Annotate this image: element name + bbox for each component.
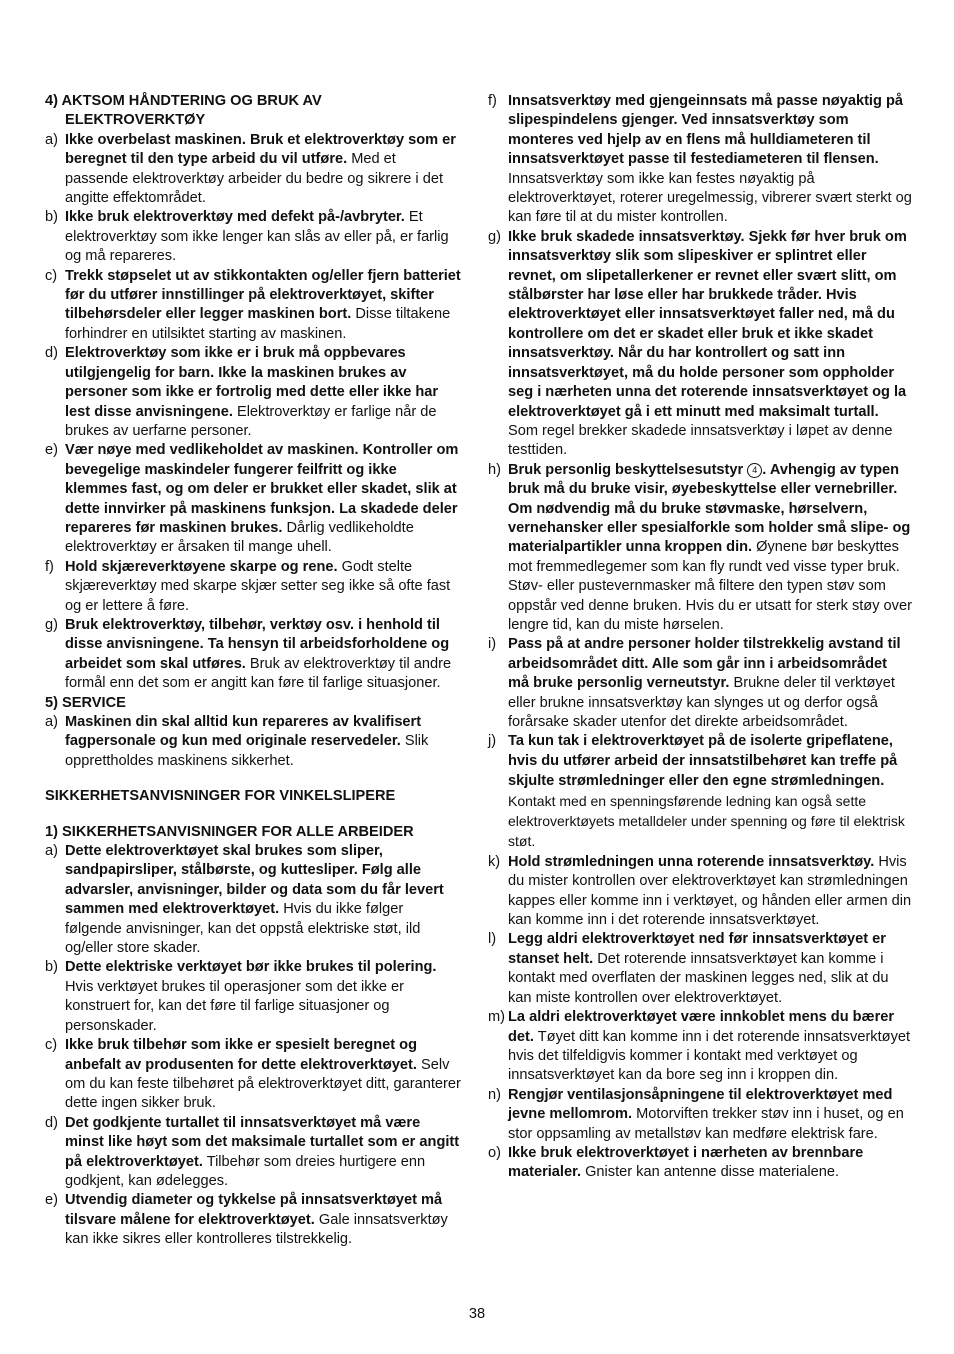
- item-label: a): [45, 714, 58, 730]
- item-normal-text: Hvis du mister kontrollen over elektroverktøyet kan strømledningen kappes eller komme inn i verktøyet, og hånden eller armen din kan komme inn i det roterende innsatsverktøyet.: [508, 853, 912, 929]
- item-text: [65, 1036, 463, 1114]
- item-label: i): [488, 636, 497, 653]
- item-label: d): [45, 345, 58, 362]
- item-bold-text: Innsatsverktøy med gjengeinnsats må passe nøyaktig på slipespindelens gjenger. Ved innsatsverktøy som monteres ved hjelp av en flens må hulldiameteren til innsatsverktøyet passe til festediameteren til flensen.: [508, 93, 903, 168]
- item-label: e): [45, 442, 58, 459]
- section-4-list: [45, 131, 463, 694]
- list-item: [45, 1114, 463, 1192]
- item-bold-text: Ikke overbelast maskinen. Bruk et elektroverktøy som er beregnet til den type arbeid du vil utføre.: [65, 131, 456, 168]
- item-label: l): [488, 931, 497, 948]
- item-normal-text: Hvis verktøyet brukes til operasjoner som det ikke er konstruert for, kan det føre til farlige situasjoner og personskader.: [65, 978, 405, 1034]
- section-1-list: [45, 842, 463, 1250]
- section-5-list: [45, 713, 463, 771]
- item-bold-text: Ikke bruk tilbehør som ikke er spesielt beregnet og anbefalt av produsenten for dette elektroverktøyet.: [65, 1037, 417, 1073]
- item-label: f): [45, 558, 54, 575]
- item-text: [508, 461, 912, 636]
- item-label: c): [45, 267, 58, 284]
- item-bold-text: Elektroverktøy som ikke er i bruk må oppbevares utilgjengelig for barn. Ikke la maskinen brukes av personer som ikke er fortrolig med dette eller ikke har lest disse anvisningene.: [65, 345, 439, 420]
- list-item: [45, 1191, 463, 1249]
- section-1-heading: 1) SIKKERHETSANVISNINGER FOR ALLE ARBEIDER: [45, 823, 414, 840]
- safety-heading: SIKKERHETSANVISNINGER FOR VINKELSLIPERE: [45, 788, 396, 805]
- item-normal-text: Slik opprettholdes maskinens sikkerhet.: [65, 733, 429, 769]
- right-column: [488, 92, 912, 1183]
- figure-reference: 4: [747, 463, 762, 478]
- item-text: [65, 131, 463, 209]
- item-text: [65, 713, 463, 771]
- list-item: [488, 635, 912, 732]
- section-5-heading: 5) SERVICE: [45, 694, 126, 711]
- item-bold-text: Trekk støpselet ut av stikkontakten og/eller fjern batteriet før du utfører innstillinger på elektroverktøyet, skifter tilbehørsdeler eller legger maskinen bort.: [65, 267, 461, 323]
- item-normal-text: Øynene bør beskyttes mot fremmedlegemer som kan fly rundt ved visse typer bruk. Støv- eller pustevernmasker må filtere den typen støv som oppstår ved denne bruken. Hvis du er utsatt for sterk støy over lengre tid, kan du miste hørselen.: [508, 539, 912, 633]
- item-label: k): [488, 853, 501, 870]
- item-text: [508, 92, 912, 228]
- list-item: [488, 92, 912, 228]
- list-item: [45, 344, 463, 441]
- item-bold-text: Utvendig diameter og tykkelse på innsatsverktøyet må tilsvare målene for elektroverktøyet.: [65, 1192, 443, 1228]
- item-bold-text: Vær nøye med vedlikeholdet av maskinen. Kontroller om bevegelige maskindeler fungerer feilfritt og ikke klemmes fast, og om deler er brukket eller skadet, slik at dette innvirker på maskinens funksjon. La skadede deler repareres før maskinen brukes.: [65, 442, 459, 536]
- item-normal-text: Hvis du ikke følger følgende anvisninger, kan det oppstå elektriske støt, ild og/eller store skader.: [65, 901, 421, 957]
- item-text: [508, 1008, 912, 1086]
- item-normal-text: Et elektroverktøy som ikke lenger kan slås av eller på, er farlig og må repareres.: [65, 209, 449, 265]
- item-bold-text: Pass på at andre personer holder tilstrekkelig avstand til arbeidsområdet ditt. Alle som går inn i arbeidsområdet må bruke personlig verneutstyr.: [508, 636, 901, 692]
- item-text: [65, 441, 463, 557]
- list-item: [488, 732, 912, 852]
- item-bold-text: Det godkjente turtallet til innsatsverktøyet må være minst like høyt som det maksimale turtallet som er angitt på elektroverktøyet.: [65, 1114, 460, 1170]
- item-text: [65, 1191, 463, 1249]
- item-label: f): [488, 93, 497, 109]
- item-normal-text: Disse tiltakene forhindrer en utilsiktet starting av maskinen.: [65, 306, 451, 342]
- item-text: [508, 635, 912, 732]
- item-normal-text: Som regel brekker skadede innsatsverktøy i løpet av denne testtiden.: [508, 422, 893, 459]
- list-item: [45, 208, 463, 266]
- item-bold-text: Maskinen din skal alltid kun repareres av kvalifisert fagpersonale og kun med originale reservedeler.: [65, 714, 422, 750]
- item-text: [508, 732, 912, 852]
- item-bold-text: Ikke bruk skadede innsatsverktøy. Sjekk før hver bruk om innsatsverktøy slik som slipeskiver er splintret eller revnet, om slipetallerkener er revnet eller svært slitt, om stålbørster har løse eller har brukkede tråder. Hvis elektroverktøyet eller innsatsverktøyet faller ned, må du kontrollere om det er skadet eller bruk et ikke skadet innsatsverktøy. Når du har kontrollert og satt inn innsatsverktøyet, må du holde personer som oppholder seg i nærheten unna det roterende innsatsverktøyet og la elektroverktøyet gå i ett minutt med maksimalt turtall.: [508, 228, 907, 420]
- item-bold-text: Bruk elektroverktøy, tilbehør, verktøy osv. i henhold til disse anvisningene. Ta hensyn til arbeidsforholdene og arbeidet som skal utføres.: [65, 616, 450, 672]
- item-normal-text: Selv om du kan feste tilbehøret på elektroverktøyet ditt, garanterer dette ingen sikker bruk.: [65, 1056, 461, 1112]
- list-item: [45, 616, 463, 694]
- item-bold-text: Ta kun tak i elektroverktøyet på de isolerte gripeflatene, hvis du utfører arbeid der innsatstilbehøret kan treffe på skjulte strømledninger eller den egne strømledningen.: [508, 733, 898, 790]
- item-normal-text: Med et passende elektroverktøy arbeider du bedre og sikrere i det angitte effektområdet.: [65, 151, 444, 207]
- item-label: b): [45, 209, 58, 226]
- item-normal-text: Tilbehør som dreies hurtigere enn godkjent, kan ødelegges.: [65, 1153, 426, 1189]
- item-normal-text: Tøyet ditt kan komme inn i det roterende innsatsverktøyet hvis det tilfeldigvis kommer i kontakt med verktøyet og innsatsverktøyet kan da bore seg inn i kroppen din.: [508, 1028, 911, 1084]
- list-item: [488, 930, 912, 1008]
- list-item: [45, 131, 463, 209]
- item-normal-text: Kontakt med en spenningsførende ledning kan også sette elektroverktøyets metalldeler under spenning og føre til elektrisk støt.: [508, 792, 905, 850]
- item-text: [65, 344, 463, 441]
- left-column: [45, 92, 463, 1250]
- item-normal-text: Gnister kan antenne disse materialene.: [581, 1164, 840, 1181]
- item-text: [508, 853, 912, 931]
- list-item: [45, 713, 463, 771]
- item-label: d): [45, 1114, 58, 1131]
- item-normal-text: Bruk av elektroverktøy til andre formål enn det som er angitt kan føre til farlige situasjoner.: [65, 655, 452, 692]
- item-text: [508, 1144, 912, 1183]
- item-text: [508, 228, 912, 461]
- item-bold-text: Hold skjæreverktøyene skarpe og rene.: [65, 558, 338, 575]
- item-label: n): [488, 1086, 501, 1103]
- item-label: g): [488, 228, 501, 245]
- page-number: 38: [468, 1306, 486, 1322]
- list-item: [45, 441, 463, 557]
- item-normal-text: Innsatsverktøy som ikke kan festes nøyaktig på elektroverktøyet, roterer uregelmessig, vibrerer svært sterkt og kan føre til at du mister kontrollen.: [508, 170, 912, 226]
- list-item: [45, 558, 463, 616]
- section-4-heading: 4) AKTSOM HÅNDTERING OG BRUK AV ELEKTROVERKTØY: [45, 93, 322, 129]
- list-item: [45, 958, 463, 1036]
- item-bold-text: Rengjør ventilasjonsåpningene til elektroverktøyet med jevne mellomrom.: [508, 1086, 893, 1123]
- item-bold-text: Dette elektroverktøyet skal brukes som sliper, sandpapirsliper, stålbørste, og kuttesliper. Følg alle advarsler, anvisninger, bilder og data som du får levert sammen med elektroverktøyet.: [65, 843, 444, 918]
- item-text: [65, 558, 463, 616]
- list-item: [45, 1036, 463, 1114]
- item-bold-text: Ikke bruk elektroverktøy med defekt på-/avbryter.: [65, 209, 405, 226]
- item-label: o): [488, 1144, 501, 1161]
- item-label: c): [45, 1037, 58, 1054]
- item-bold-text: Dette elektriske verktøyet bør ikke brukes til polering.: [65, 959, 437, 976]
- item-normal-text: Gale innsatsverktøy kan ikke sikres eller kontrolleres tilstrekkelig.: [65, 1211, 448, 1248]
- item-label: e): [45, 1192, 58, 1209]
- item-text: [65, 267, 463, 345]
- list-item: [488, 461, 912, 636]
- item-text: [65, 1114, 463, 1192]
- list-item: [488, 1086, 912, 1144]
- item-bold-text: Bruk personlig beskyttelsesutstyr: [508, 461, 744, 478]
- item-text: [508, 1086, 912, 1144]
- item-normal-text: Brukne deler til verktøyet eller brukne innsatsverktøy kan slynges ut og derfor også forårsake skader utenfor det direkte arbeidsområdet.: [508, 675, 895, 730]
- item-text: [65, 958, 463, 1036]
- item-bold-text: Hold strømledningen unna roterende innsatsverktøy.: [508, 853, 875, 870]
- item-text: [65, 616, 463, 694]
- item-normal-text: Det roterende innsatsverktøyet kan komme i kontakt med overflaten der maskinen legges ned, slik at du kan miste kontrollen over elektroverktøyet.: [508, 950, 889, 1006]
- item-label: j): [488, 733, 497, 750]
- item-bold-text: Ikke bruk elektroverktøyet i nærheten av brennbare materialer.: [508, 1144, 864, 1181]
- item-label: a): [45, 843, 58, 860]
- right-list: [488, 92, 912, 1183]
- list-item: [488, 1008, 912, 1086]
- item-text: [65, 842, 463, 958]
- item-bold-text: La aldri elektroverktøyet være innkoblet mens du bærer det.: [508, 1009, 895, 1045]
- list-item: [488, 1144, 912, 1183]
- item-label: a): [45, 131, 58, 148]
- item-label: b): [45, 959, 58, 976]
- item-label: g): [45, 616, 58, 633]
- list-item: [45, 842, 463, 958]
- item-normal-text: Dårlig vedlikeholdte elektroverktøy er årsaken til mange uhell.: [65, 519, 414, 556]
- item-bold-text-cont: . Avhengig av typen bruk må du bruke visir, øyebeskyttelse eller vernebriller. Om nødvendig må du bruke støvmaske, hørselvern, vernehansker eller spesialforkle som holder små slipe- og materialpartikler unna kroppen din.: [508, 461, 911, 556]
- list-item: [45, 267, 463, 345]
- item-label: h): [488, 461, 501, 478]
- list-item: [488, 228, 912, 461]
- item-normal-text: Godt stelte skjæreverktøy med skarpe skjær setter seg ikke så ofte fast og er lettere å føre.: [65, 558, 451, 614]
- item-normal-text: Elektroverktøy er farlige når de brukes av uerfarne personer.: [65, 403, 437, 439]
- item-label: m): [488, 1009, 506, 1026]
- item-text: [65, 208, 463, 266]
- item-bold-text: Legg aldri elektroverktøyet ned før innsatsverktøyet er stanset helt.: [508, 931, 886, 967]
- item-text: [508, 930, 912, 1008]
- item-normal-text: Motorviften trekker støv inn i huset, og en stor oppsamling av metallstøv kan medføre elektrisk fare.: [508, 1106, 904, 1142]
- list-item: [488, 853, 912, 931]
